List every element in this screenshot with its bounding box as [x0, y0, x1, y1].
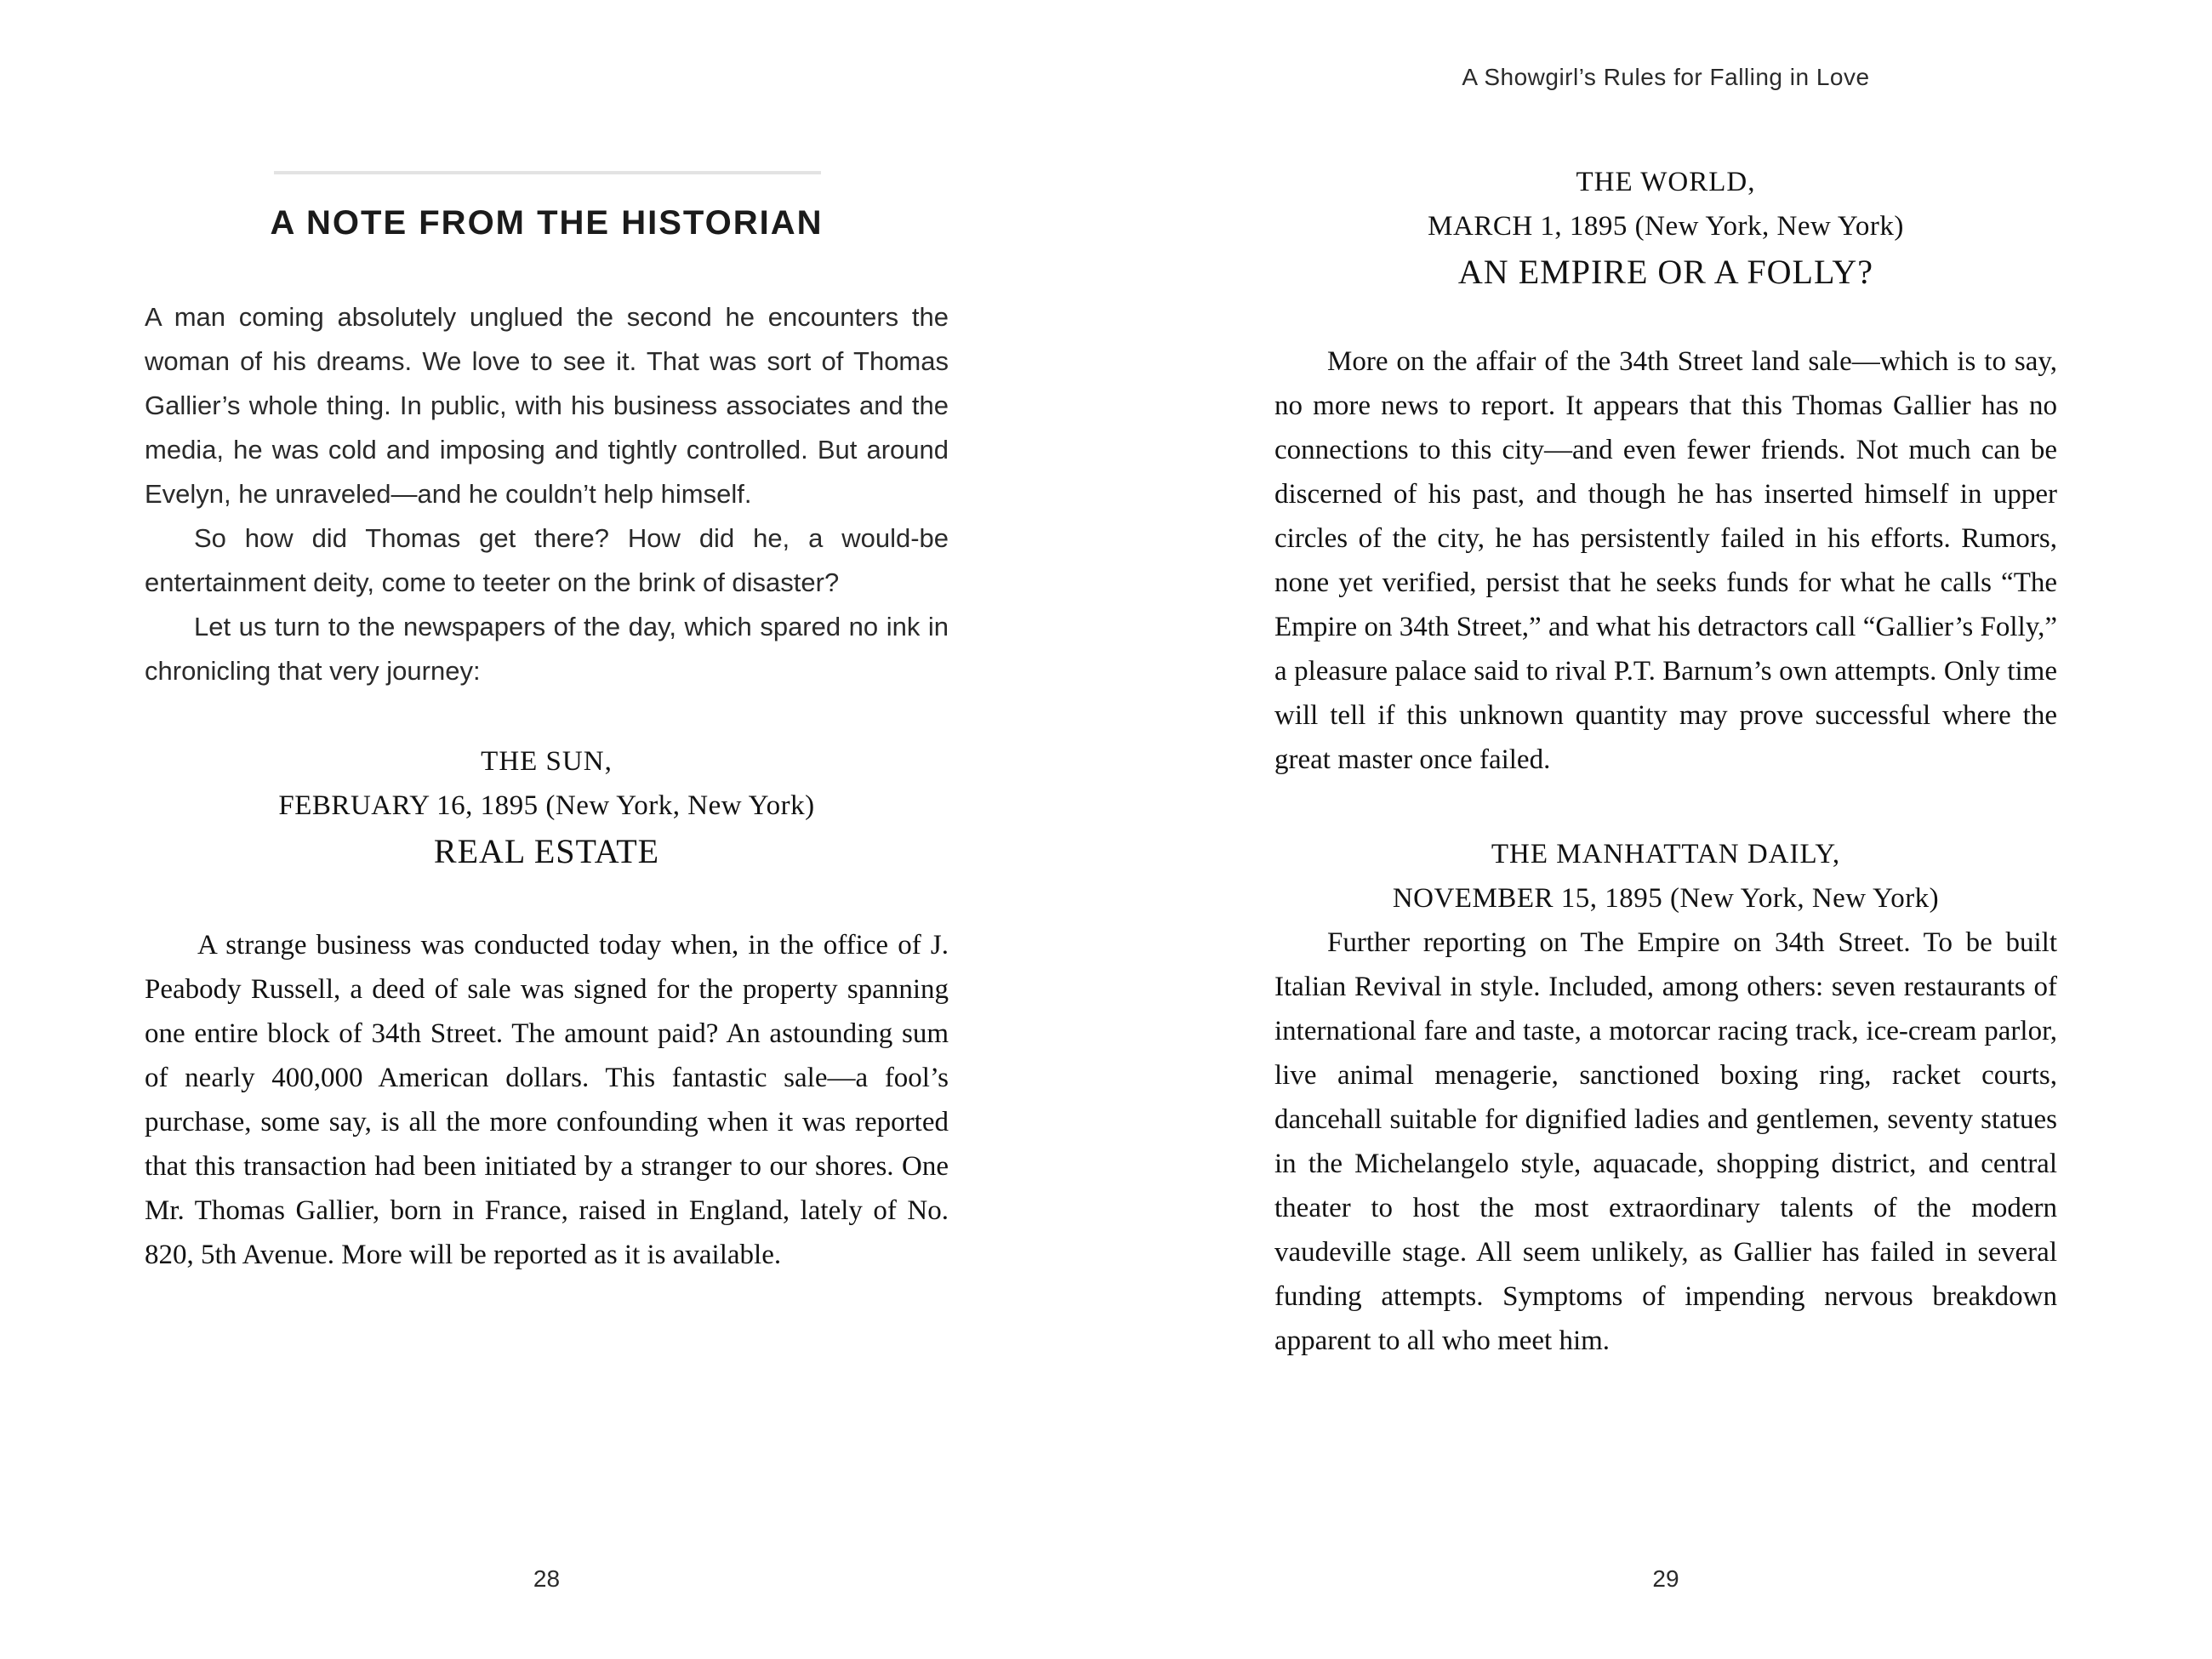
newspaper-masthead: THE WORLD, — [1576, 167, 1756, 197]
newspaper-dateline: NOVEMBER 15, 1895 (New York, New York) — [1392, 883, 1940, 914]
note-paragraph: Let us turn to the newspapers of the day, which spared no ink in chronicling that very journey: — [145, 612, 949, 686]
newspaper-masthead-block — [1274, 160, 2057, 296]
newspaper-headline: AN EMPIRE OR A FOLLY? — [1457, 253, 1874, 291]
newspaper-article: A strange business was conducted today when, in the office of J. Peabody Russell, a deed of sale was signed for the property spanning one entire block of 34th Street. The amount paid? An astounding sum of nearly 400,000 American dollars. This fantastic sale—a fool’s purchase, some say, is all the more confounding when it was reported that this transaction had been initiated by a stranger to our shores. One Mr. Thomas Gallier, born in France, raised in England, lately of No. 820, 5th Avenue. More will be reported as it is available. — [145, 930, 949, 1270]
section-title: A NOTE FROM THE HISTORIAN — [270, 204, 824, 242]
note-paragraph: A man coming absolutely unglued the second he encounters the woman of his dreams. We love to see it. That was sort of Thomas Gallier’s whole thing. In public, with his business associates and the media, he was cold and imposing and tightly controlled. But around Evelyn, he unraveled—and he couldn’t help himself. — [145, 302, 949, 509]
newspaper-dateline: MARCH 1, 1895 (New York, New York) — [1428, 211, 1904, 242]
section-divider-rule — [274, 171, 821, 174]
newspaper-article: More on the affair of the 34th Street land sale—which is to say, no more news to report. It appears that this Thomas Gallier has no connections to this city—and even fewer friends. Not much can be discerned of his past, and though he has inserted himself in upper circles of the city, he has persistently failed in his efforts. Rumors, none yet verified, persist that he seeks funds for what he calls “The Empire on 34th Street,” and what his detractors call “Gallier’s Folly,” a pleasure palace said to rival P.T. Barnum’s own attempts. Only time will tell if this unknown quantity may prove successful where the great master once failed. — [1274, 346, 2057, 775]
newspaper-headline: REAL ESTATE — [433, 832, 660, 870]
note-paragraph: So how did Thomas get there? How did he, a would-be entertainment deity, come to teeter on the brink of disaster? — [145, 523, 949, 597]
newspaper-masthead: THE SUN, — [481, 746, 613, 777]
newspaper-excerpt — [1274, 832, 2057, 1363]
running-header: A Showgirl’s Rules for Falling in Love — [1462, 64, 1870, 90]
page-number-right: 29 — [1652, 1565, 1679, 1592]
newspaper-article: Further reporting on The Empire on 34th Street. To be built Italian Revival in style. Included, among others: seven restaurants of international fare and taste, a motorcar racing track, ice-cream parlor, live animal menagerie, sanctioned boxing ring, racket courts, dancehall suitable for dignified ladies and gentlemen, seventy statues in the Michelangelo style, aquacade, shopping district, and central theater to host the most extraordinary talents of the modern vaudeville stage. All seem unlikely, as Gallier has failed in several funding attempts. Symptoms of impending nervous breakdown apparent to all who meet him. — [1274, 927, 2057, 1356]
newspaper-masthead-block — [145, 739, 949, 875]
newspaper-masthead-block — [1274, 832, 2057, 921]
newspaper-masthead: THE MANHATTAN DAILY, — [1491, 839, 1841, 869]
newspaper-dateline: FEBRUARY 16, 1895 (New York, New York) — [278, 790, 815, 821]
page-number-left: 28 — [533, 1565, 561, 1592]
historian-note — [145, 295, 949, 693]
